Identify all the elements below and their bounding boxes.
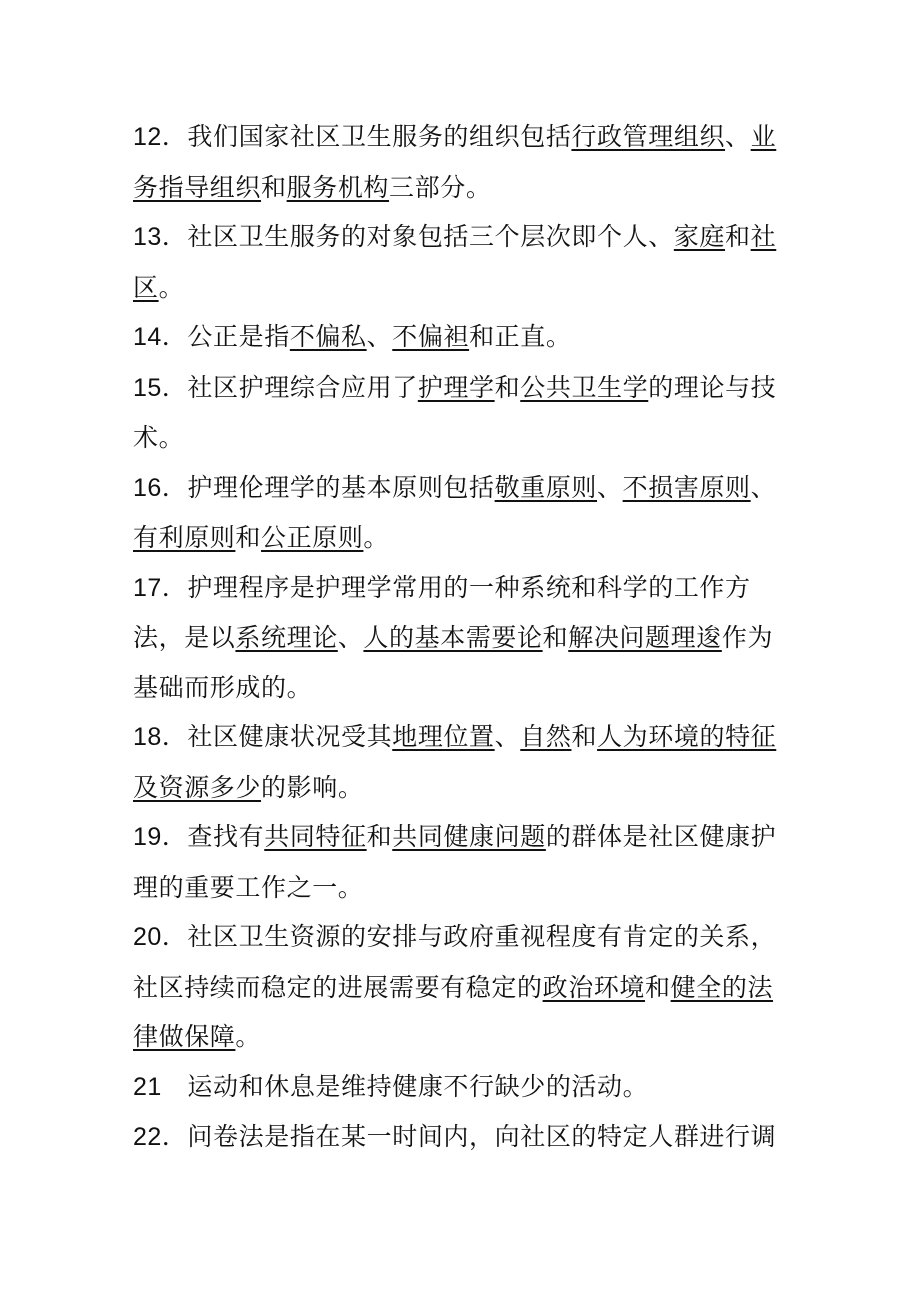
number-separator: ． <box>161 722 188 751</box>
question-number: 17 <box>133 573 162 602</box>
question-text: 和 <box>725 222 751 251</box>
question-text: 和 <box>571 722 598 751</box>
question-item <box>133 112 798 212</box>
answer-blank: 家庭 <box>673 222 726 251</box>
answer-blank: 有利原则 <box>133 523 236 552</box>
question-number: 13 <box>133 223 162 251</box>
answer-blank: 人的基本需要论 <box>363 623 543 652</box>
question-item <box>133 812 798 912</box>
question-text: 。 <box>235 1022 262 1051</box>
answer-blank: 行政管理组织 <box>571 122 726 151</box>
question-item <box>133 1112 798 1163</box>
question-text: 问卷法是指在某一时间内，向社区的特定人群进行调 <box>187 1122 777 1151</box>
question-number: 19 <box>133 823 162 851</box>
question-item <box>133 1062 798 1113</box>
answer-blank: 共同健康问题 <box>392 822 546 851</box>
question-item <box>133 363 798 463</box>
question-text: 护理伦理学的基本原则包括 <box>187 472 495 502</box>
number-separator <box>162 1072 188 1101</box>
question-item <box>133 463 798 563</box>
answer-blank: 不损害原则 <box>622 472 751 502</box>
question-text: 社区卫生服务的对象包括三个层次即个人、 <box>187 222 674 251</box>
question-text: 。 <box>363 523 390 552</box>
question-number: 22 <box>133 1123 162 1151</box>
answer-blank: 社区 <box>133 222 777 302</box>
answer-blank: 服务机构 <box>286 172 390 202</box>
question-number: 14 <box>133 323 162 351</box>
question-text: 公正是指 <box>187 322 290 351</box>
question-item <box>133 563 798 713</box>
answer-blank: 共同特征 <box>264 822 367 851</box>
number-separator: ． <box>161 372 188 402</box>
question-text: 护理程序是护理学常用的一种系统和科学的工作方法，是以 <box>133 572 751 652</box>
answer-blank: 人为环境的特征及资源多少 <box>133 722 777 802</box>
question-text: 作为基础而形成的。 <box>133 623 774 702</box>
question-number: 15 <box>133 373 162 402</box>
question-text: 、 <box>337 623 364 652</box>
question-text: 。 <box>158 272 185 302</box>
question-number: 21 <box>133 1072 162 1101</box>
number-separator: ． <box>161 222 188 251</box>
question-text: 和 <box>645 972 671 1002</box>
question-text: 、 <box>750 472 777 502</box>
question-text: 社区护理综合应用了 <box>187 372 418 402</box>
answer-blank: 系统理论 <box>235 623 338 652</box>
answer-blank: 不偏袒 <box>392 322 470 351</box>
question-text: 和正直。 <box>469 322 572 351</box>
question-text: 查找有 <box>187 822 265 851</box>
question-number: 20 <box>133 923 162 951</box>
question-text: 社区卫生资源的安排与政府重视程度有肯定的关系，社区持续而稳定的进展需要有稳定的 <box>133 922 777 1002</box>
question-item <box>133 912 798 1062</box>
question-text: 、 <box>725 122 751 151</box>
question-text: 、 <box>366 322 393 351</box>
question-text: 运动和休息是维持健康不行缺少的活动。 <box>187 1071 649 1101</box>
answer-blank: 公共卫生学 <box>520 372 649 402</box>
question-text: 的理论与技术。 <box>133 372 777 452</box>
question-list <box>133 112 798 1163</box>
answer-blank: 公正原则 <box>261 523 364 552</box>
answer-blank: 健全的法律做保障 <box>133 972 774 1051</box>
question-item <box>133 712 798 812</box>
question-text: 三部分。 <box>389 172 492 202</box>
question-text: 的群体是社区健康护理的重要工作之一。 <box>133 822 777 902</box>
number-separator: ． <box>161 1122 188 1151</box>
question-text: 和 <box>542 623 569 652</box>
answer-blank: 敬重原则 <box>494 472 598 502</box>
question-item <box>133 312 798 363</box>
question-text: 和 <box>235 523 262 552</box>
answer-blank: 业务指导组织 <box>133 122 777 202</box>
answer-blank: 解决问题理逡 <box>568 623 722 652</box>
question-text: 和 <box>494 372 521 402</box>
question-number: 16 <box>133 473 162 502</box>
answer-blank: 地理位置 <box>392 722 495 751</box>
number-separator: ． <box>161 122 188 151</box>
question-text: 、 <box>494 722 521 751</box>
question-text: 社区健康状况受其 <box>187 722 393 751</box>
number-separator: ． <box>161 322 188 351</box>
number-separator: ． <box>161 572 188 602</box>
question-text: 我们国家社区卫生服务的组织包括 <box>187 122 572 151</box>
question-text: 和 <box>366 822 393 851</box>
question-item <box>133 212 798 312</box>
number-separator: ． <box>161 822 188 851</box>
answer-blank: 护理学 <box>417 372 495 402</box>
question-number: 18 <box>133 723 162 751</box>
answer-blank: 不偏私 <box>289 322 367 351</box>
answer-blank: 政治环境 <box>542 972 646 1002</box>
answer-blank: 自然 <box>520 722 572 751</box>
question-text: 和 <box>261 172 287 202</box>
number-separator: ． <box>161 472 188 502</box>
number-separator: ． <box>161 922 188 951</box>
question-text: 、 <box>597 472 623 502</box>
question-text: 的影响。 <box>261 772 364 802</box>
question-number: 12 <box>133 123 162 151</box>
